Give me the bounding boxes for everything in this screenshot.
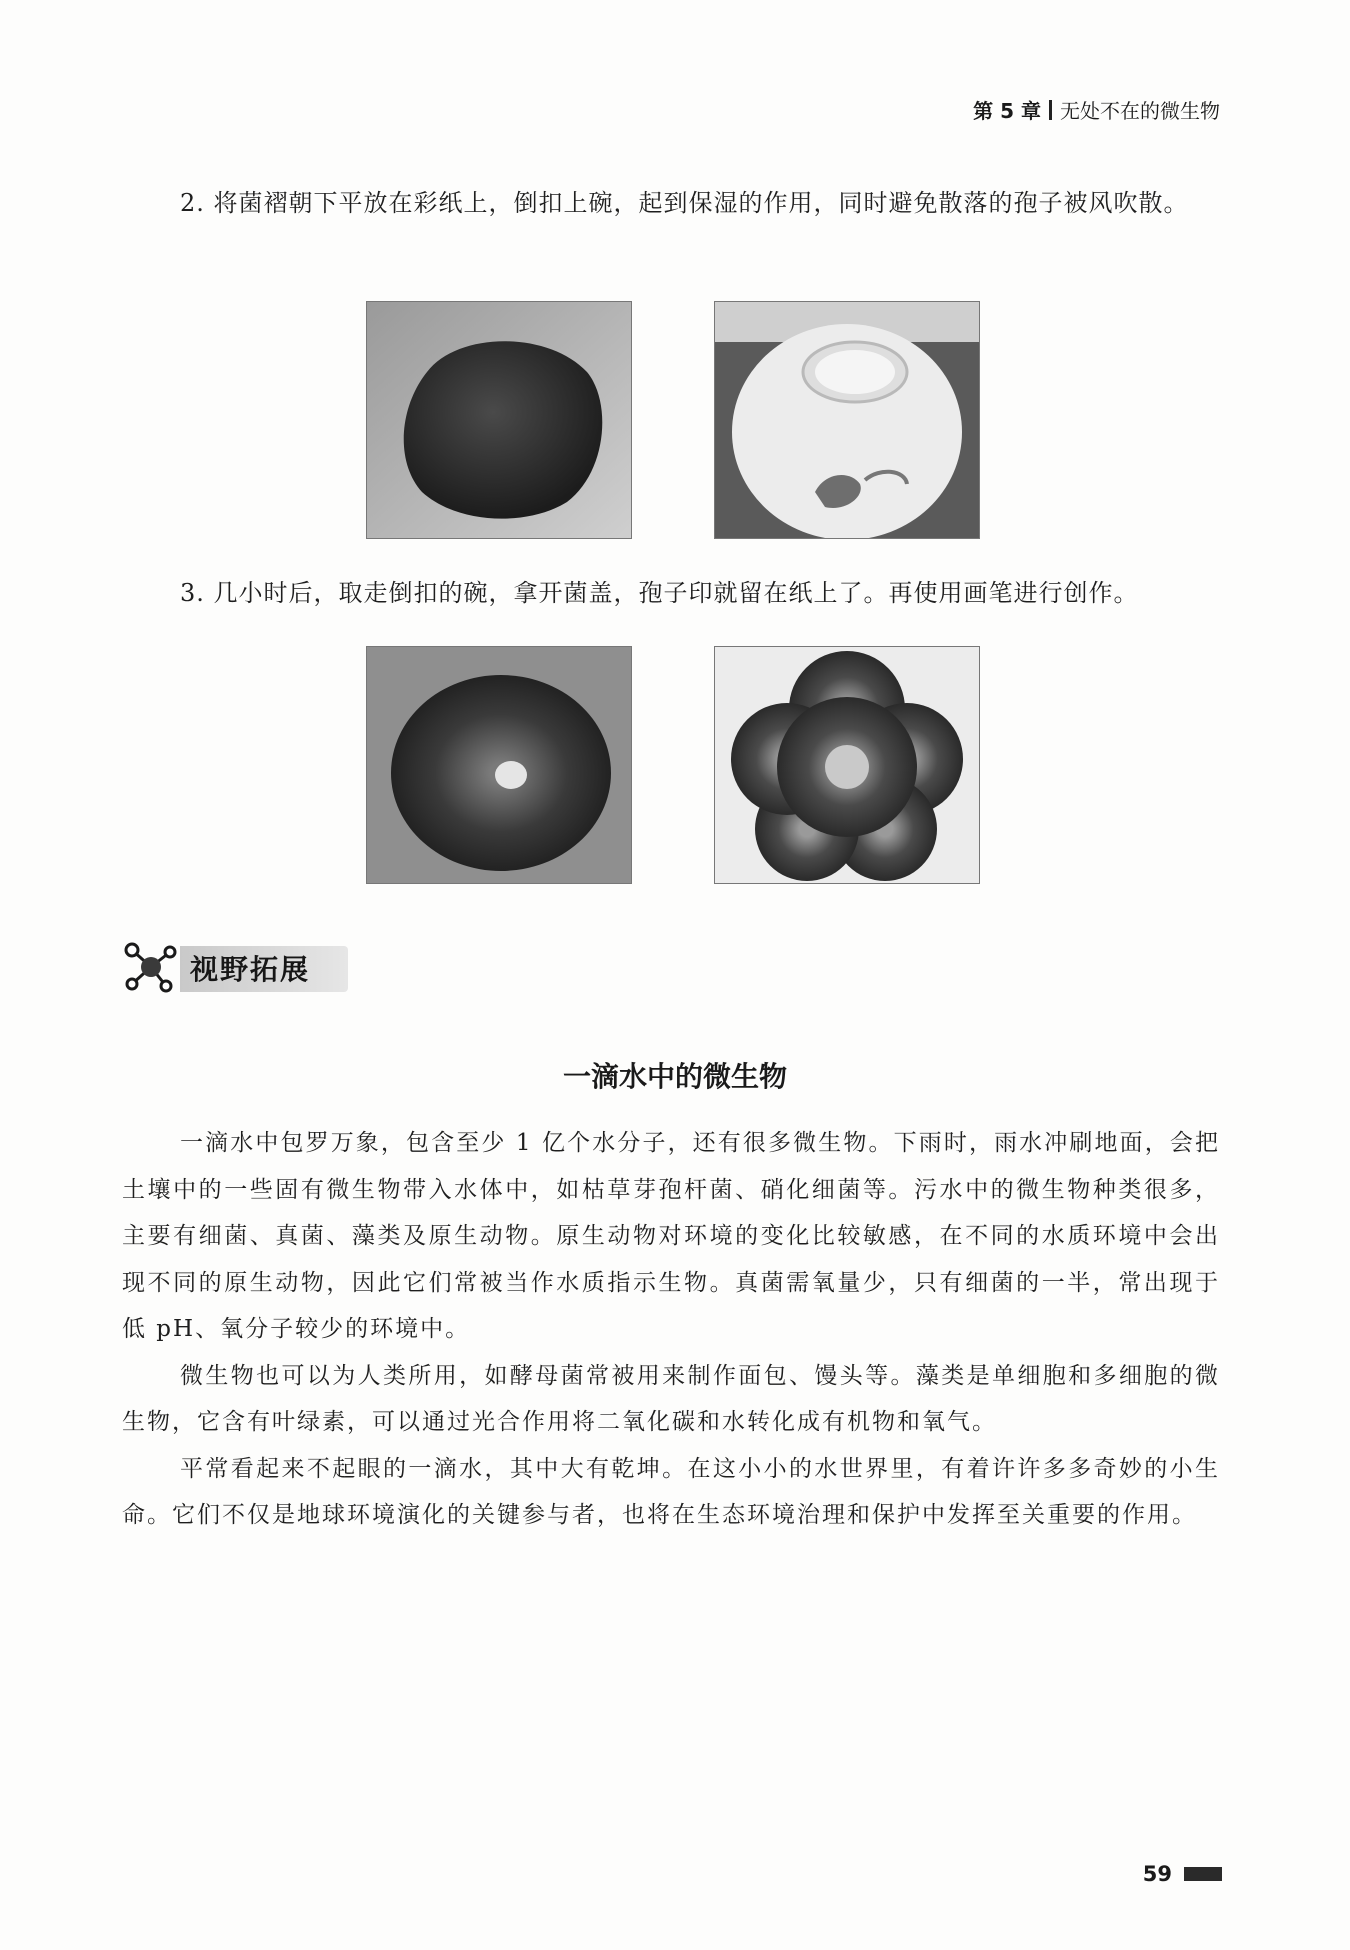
article-paragraph: 一滴水中包罗万象，包含至少 1 亿个水分子，还有很多微生物。下雨时，雨水冲刷地面，会把土壤中的一些固有微生物带入水体中，如枯草芽孢杆菌、硝化细菌等。污水中的微生物种类很多，主要有细菌、真菌、藻类及原生动物。原生动物对环境的变化比较敏感，在不同的水质环境中会出现不同的原生动物，因此它们常被当作水质指示生物。真菌需氧量少，只有细菌的一半，常出现于低 pH、氧分子较少的环境中。 [122, 1130, 1220, 1342]
section-banner [120, 936, 360, 998]
section-label: 视野拓展 [190, 953, 311, 986]
chapter-number: 第 5 章 [973, 99, 1041, 123]
header-separator [1049, 100, 1052, 120]
page-tab-marker [1184, 1867, 1222, 1881]
article-paragraph: 微生物也可以为人类所用，如酵母菌常被用来制作面包、馒头等。藻类是单细胞和多细胞的微生物，它含有叶绿素，可以通过光合作用将二氧化碳和水转化成有机物和氧气。 [122, 1362, 1220, 1435]
molecule-icon [120, 936, 182, 998]
running-head [973, 95, 1220, 124]
article-paragraph: 平常看起来不起眼的一滴水，其中大有乾坤。在这小小的水世界里，有着许许多多奇妙的小生命。它们不仅是地球环境演化的关键参与者，也将在生态环境治理和保护中发挥至关重要的作用。 [122, 1455, 1220, 1528]
article-body [122, 1120, 1220, 1539]
inverted-bowl-photo [714, 301, 980, 539]
spore-print-flower-photo [714, 646, 980, 884]
page-number: 59 [1142, 1862, 1172, 1886]
step-2-text: 2. 将菌褶朝下平放在彩纸上，倒扣上碗，起到保湿的作用，同时避免散落的孢子被风吹散。 [180, 189, 1189, 217]
mushroom-cap-photo [366, 301, 632, 539]
chapter-title: 无处不在的微生物 [1060, 99, 1220, 123]
article-title: 一滴水中的微生物 [562, 1060, 787, 1093]
spore-print-ring-photo [366, 646, 632, 884]
step-3-text: 3. 几小时后，取走倒扣的碗，拿开菌盖，孢子印就留在纸上了。再使用画笔进行创作。 [180, 579, 1139, 607]
page-footer [1143, 1862, 1222, 1886]
